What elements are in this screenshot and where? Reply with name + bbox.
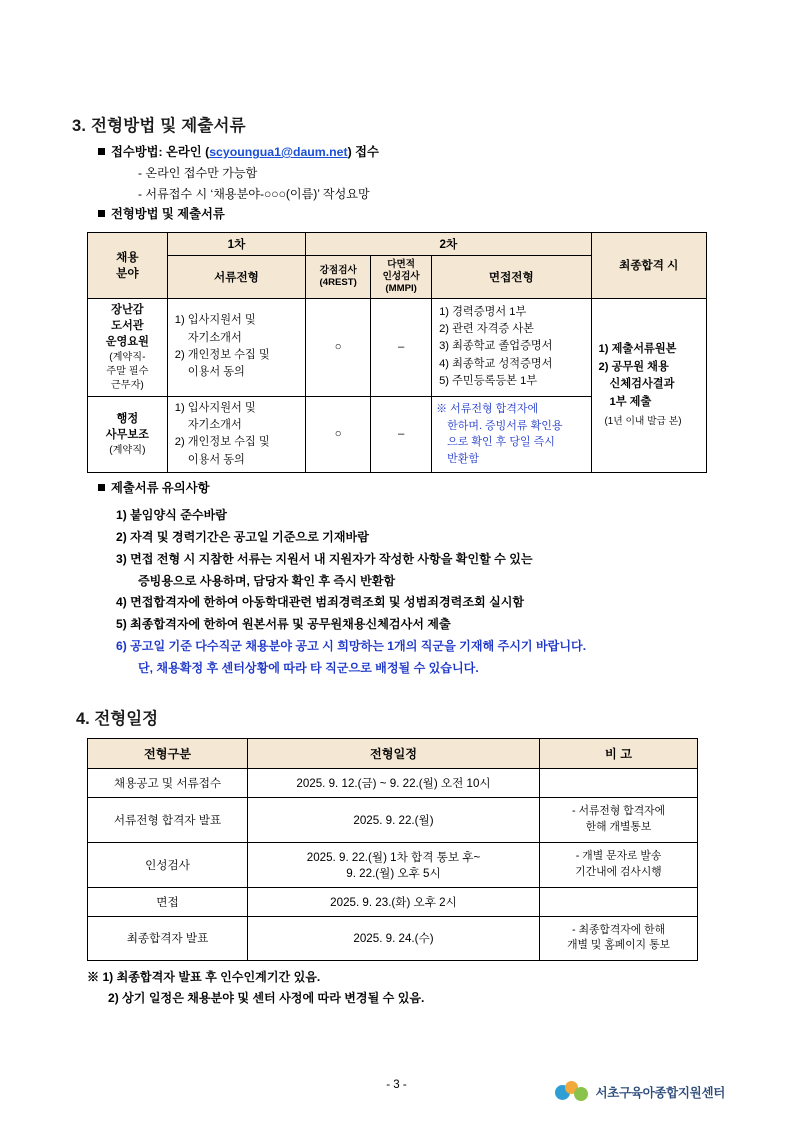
table-header-row-1: [88, 232, 707, 255]
schedule-remark: [540, 916, 698, 960]
table-row: [88, 798, 698, 842]
schedule-date: 2025. 9. 24.(수): [248, 916, 540, 960]
row1-category-note: (계약직- 주말 필수 근무자): [106, 352, 149, 391]
selection-method-heading-label: 전형방법 및 제출서류: [111, 207, 225, 222]
header-stage1: 1차: [167, 232, 305, 255]
schedule-header-date: 전형일정: [248, 739, 540, 769]
note-item-continuation: 단, 채용확정 후 센터상황에 따라 타 직군으로 배정될 수 있습니다.: [138, 660, 479, 675]
schedule-date: 2025. 9. 12.(금) ~ 9. 22.(월) 오전 10시: [248, 769, 540, 798]
schedule-remark-line2: 한해 개별통보: [585, 820, 652, 833]
square-bullet-icon: [98, 148, 105, 155]
schedule-remark-line1: - 서류전형 합격자에: [571, 805, 666, 818]
row2-category: 행정 사무보조 (계약직): [88, 396, 168, 472]
schedule-date: 2025. 9. 23.(화) 오후 2시: [248, 887, 540, 916]
square-bullet-icon: [98, 484, 105, 491]
schedule-type: 서류전형 합격자 발표: [88, 798, 248, 842]
note-item: 3) 면접 전형 시 지참한 서류는 지원서 내 지원자가 작성한 사항을 확인할 수 있는: [116, 551, 533, 566]
schedule-remark-line2: 개별 및 홈페이지 통보: [567, 939, 670, 952]
note-item: 6) 공고일 기준 다수직군 채용분야 공고 시 희망하는 1개의 직군을 기재해 주시기 바랍니다.: [116, 638, 587, 653]
schedule-date: [248, 842, 540, 887]
schedule-date: 2025. 9. 22.(월): [248, 798, 540, 842]
schedule-table: [87, 738, 698, 961]
final-submission-note: (1년 이내 발급 본): [604, 415, 682, 427]
organization-logo: [555, 1081, 725, 1103]
header-final: 최종합격 시: [591, 232, 706, 298]
schedule-date-line2: 9. 22.(월) 오후 5시: [346, 866, 441, 880]
table-row: [88, 769, 698, 798]
submission-notes-heading-label: 제출서류 유의사항: [111, 481, 210, 496]
submission-notes-heading: [98, 479, 722, 497]
row2-documents: 1) 입사지원서 및 자기소개서 2) 개인정보 수집 및 이용서 동의: [167, 396, 305, 472]
row2-category-note: (계약직): [109, 445, 146, 457]
application-method-line: [98, 143, 722, 161]
selection-method-heading: [98, 205, 722, 223]
square-bullet-icon: [98, 210, 105, 217]
schedule-type: 인성검사: [88, 842, 248, 887]
schedule-type: 채용공고 및 서류접수: [88, 769, 248, 798]
application-method-text-pre: 온라인 (: [162, 145, 210, 159]
document-content: [72, 112, 722, 1007]
section-4-title: 4. 전형일정: [76, 710, 159, 729]
schedule-header-row: [88, 739, 698, 769]
footer-note-2: 2) 상기 일정은 채용분야 및 센터 사정에 따라 변경될 수 있음.: [108, 990, 425, 1005]
footer-note-1: ※ 1) 최종합격자 발표 후 인수인계기간 있음.: [87, 969, 321, 984]
schedule-remark-line2: 기간내에 검사시행: [575, 865, 662, 878]
row1-documents: 1) 입사지원서 및 자기소개서 2) 개인정보 수집 및 이용서 동의: [167, 298, 305, 396]
schedule-header-type: 전형구분: [88, 739, 248, 769]
note-item: 5) 최종합격자에 한하여 원본서류 및 공무원채용신체검사서 제출: [116, 617, 451, 632]
schedule-remark: [540, 798, 698, 842]
schedule-type: 면접: [88, 887, 248, 916]
header-strength-test: 강점검사 (4REST): [306, 255, 371, 298]
row1-strength-mark: ○: [306, 298, 371, 396]
schedule-remark: [540, 887, 698, 916]
application-method-label: 접수방법:: [111, 145, 163, 159]
schedule-remark: [540, 842, 698, 887]
schedule-type: 최종합격자 발표: [88, 916, 248, 960]
header-stage2: 2차: [306, 232, 591, 255]
table-row: [88, 887, 698, 916]
application-method-text-post: ) 접수: [347, 145, 379, 159]
final-submission-docs: 1) 제출서류원본 2) 공무원 채용 신체검사결과 1부 제출 (1년 이내 발급 본): [591, 298, 706, 472]
application-sub-note-2: - 서류접수 시 ‘채용분야-○○○(이름)’ 작성요망: [138, 186, 370, 201]
header-mmpi-test: 다면적 인성검사 (MMPI): [371, 255, 432, 298]
selection-method-table: [87, 232, 707, 473]
header-document-screening: 서류전형: [167, 255, 305, 298]
submission-notes-list: [72, 506, 722, 677]
note-item-continuation: 증빙용으로 사용하며, 담당자 확인 후 즉시 반환함: [138, 573, 396, 588]
row1-interview-docs: 1) 경력증명서 1부 2) 관련 자격증 사본 3) 최종학교 졸업증명서 4) 최종학교 성적증명서 5) 주민등록등본 1부: [432, 298, 591, 396]
logo-text: 서초구육아종합지원센터: [595, 1086, 725, 1100]
table-row: [88, 916, 698, 960]
note-item: 4) 면접합격자에 한하여 아동학대관련 범죄경력조회 및 성범죄경력조회 실시함: [116, 595, 525, 610]
table-row: [88, 298, 707, 396]
note-item: 2) 자격 및 경력기간은 공고일 기준으로 기재바람: [116, 530, 369, 545]
application-sub-note-1: - 온라인 접수만 가능함: [138, 166, 258, 181]
note-item: 1) 붙임양식 준수바람: [116, 508, 227, 523]
schedule-date-line1: 2025. 9. 22.(월) 1차 합격 통보 후~: [306, 850, 481, 864]
header-interview: 면접전형: [432, 255, 591, 298]
table-row: [88, 842, 698, 887]
header-category: 채용 분야: [88, 232, 168, 298]
schedule-remark: [540, 769, 698, 798]
schedule-remark-line1: - 최종합격자에 한해: [571, 923, 666, 936]
schedule-header-remark: 비 고: [540, 739, 698, 769]
page-number: - 3 -: [386, 1079, 407, 1091]
section-3-title: 3. 전형방법 및 제출서류: [72, 117, 246, 135]
row1-category: 장난감 도서관 운영요원 (계약직- 주말 필수 근무자): [88, 298, 168, 396]
row1-mmpi-mark: –: [371, 298, 432, 396]
logo-circles-icon: [555, 1081, 589, 1103]
row2-strength-mark: ○: [306, 396, 371, 472]
row2-interview-note: ※ 서류전형 합격자에 한하며. 증빙서류 확인용 으로 확인 후 당일 즉시 반환함: [432, 396, 591, 472]
row2-mmpi-mark: –: [371, 396, 432, 472]
schedule-remark-line1: - 개별 문자로 발송: [575, 849, 662, 862]
email-link[interactable]: scyoungua1@daum.net: [209, 145, 348, 159]
